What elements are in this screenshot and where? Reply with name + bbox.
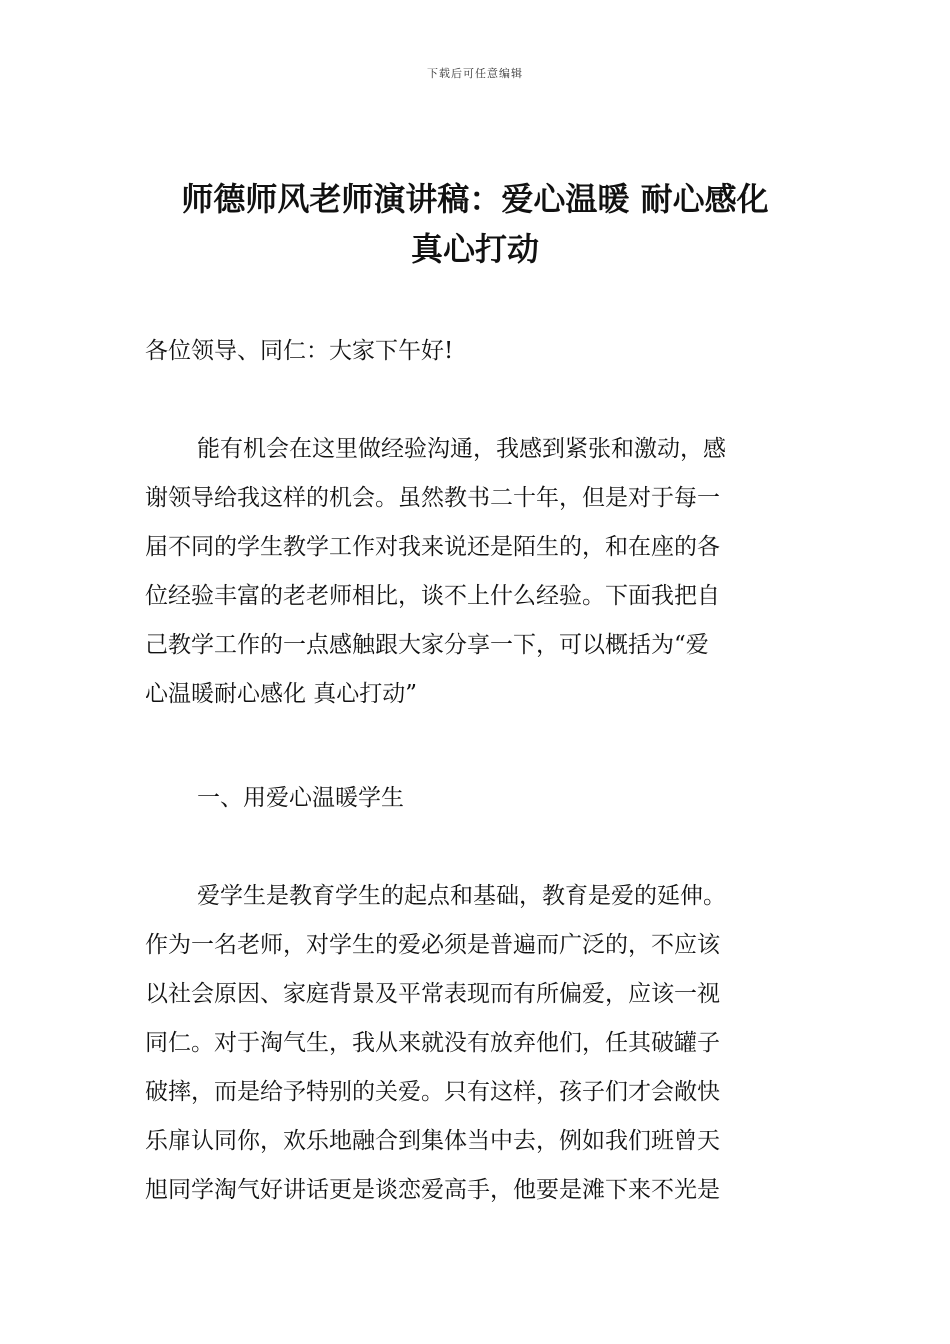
paragraph-line: 乐扉认同你，欢乐地融合到集体当中去，例如我们班曾天	[145, 1128, 720, 1154]
paragraph-line: 位经验丰富的老老师相比，谈不上什么经验。下面我把自	[145, 583, 720, 609]
paragraph-line: 以社会原因、家庭背景及平常表现而有所偏爱，应该一视	[145, 981, 720, 1007]
paragraph-love-students	[145, 878, 815, 1221]
paragraph-intro	[145, 431, 815, 725]
section-heading: 一、用爱心温暖学生	[197, 785, 404, 811]
header-note: 下载后可任意编辑	[427, 67, 523, 80]
paragraph-line: 能有机会在这里做经验沟通，我感到紧张和激动，感	[197, 436, 726, 462]
paragraph-line: 作为一名老师，对学生的爱必须是普遍而广泛的，不应该	[145, 932, 720, 958]
paragraph-line: 谢领导给我这样的机会。虽然教书二十年，但是对于每一	[145, 485, 720, 511]
title-line-1: 师德师风老师演讲稿：爱心温暖 耐心感化	[181, 180, 769, 218]
title-line-2: 真心打动	[410, 230, 539, 268]
paragraph-line: 己教学工作的一点感触跟大家分享一下，可以概括为“爱	[145, 632, 709, 658]
paragraph-line: 心温暖耐心感化 真心打动”	[145, 681, 418, 707]
document-title	[120, 174, 830, 274]
paragraph-line: 爱学生是教育学生的起点和基础，教育是爱的延伸。	[197, 883, 726, 909]
paragraph-line: 旭同学淘气好讲话更是谈恋爱高手，他要是滩下来不光是	[145, 1177, 720, 1203]
paragraph-line: 届不同的学生教学工作对我来说还是陌生的，和在座的各	[145, 534, 720, 560]
paragraph-line: 破摔，而是给予特别的关爱。只有这样，孩子们才会敞快	[145, 1079, 720, 1105]
paragraph-line: 同仁。对于淘气生，我从来就没有放弃他们，任其破罐子	[145, 1030, 720, 1056]
greeting: 各位领导、同仁：大家下午好!	[145, 338, 454, 364]
